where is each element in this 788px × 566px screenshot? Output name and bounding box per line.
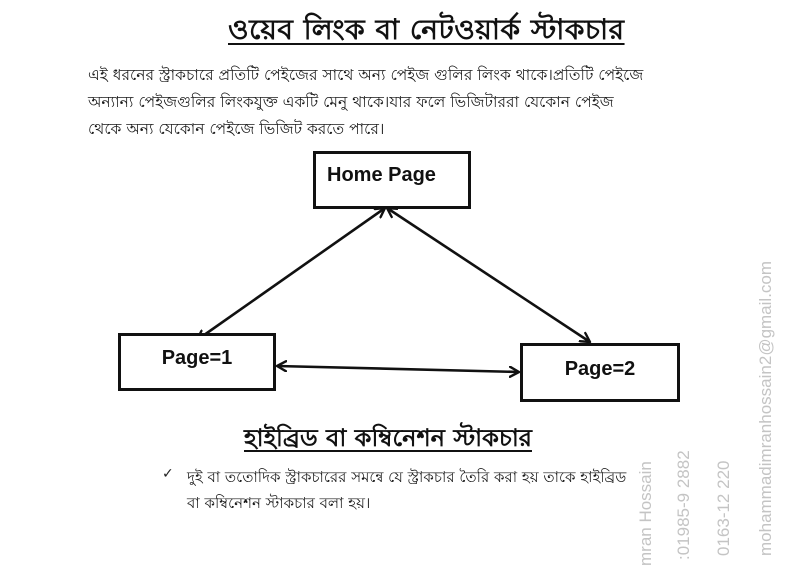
watermark-phone-1: :01985-9 2882 [674,450,693,560]
node-label: Page=1 [161,347,233,369]
heading-hybrid-structure: হাইব্রিড বা কম্বিনেশন স্টাকচার [244,424,532,452]
bullet-line: বা কম্বিনেশন স্টাকচার বলা হয়। [187,494,371,512]
checkmark-icon: ✓ [162,466,174,482]
network-structure-paragraph [88,62,768,143]
node-page-1 [118,333,276,391]
bullet-line: দুই বা ততোদিক স্ট্রাকচারের সমন্বে যে স্ট্রাকচার তৈরি করা হয় তাকে হাইব্রিড [187,468,627,486]
watermark-email: mohammadimranhossain2@gmail.com [756,260,775,556]
node-label: Page=2 [564,358,636,380]
watermark-name: mran Hossain [636,461,655,566]
paragraph-line: থেকে অন্য যেকোন পেইজে ভিজিট করতে পারে। [88,120,385,138]
edge-home-page2 [387,208,590,342]
node-home-page [313,151,471,209]
edge-page1-page2 [277,366,519,372]
node-label: Home Page [327,164,436,186]
paragraph-line: অন্যান্য পেইজগুলির লিংকযুক্ত একটি মেনু থাকে।যার ফলে ভিজিটাররা যেকোন পেইজ [88,93,614,111]
node-page-2 [520,343,680,402]
edge-home-page1 [197,208,385,340]
paragraph-line: এই ধরনের স্ট্রাকচারে প্রতিটি পেইজের সাথে অন্য পেইজ গুলির লিংক থাকে।প্রতিটি পেইজে [88,66,644,84]
hybrid-structure-bullet [187,464,747,516]
heading-network-structure: ওয়েব লিংক বা নেটওয়ার্ক স্টাকচার [228,13,625,46]
watermark-phone-2: 0163-12 220 [714,460,733,556]
